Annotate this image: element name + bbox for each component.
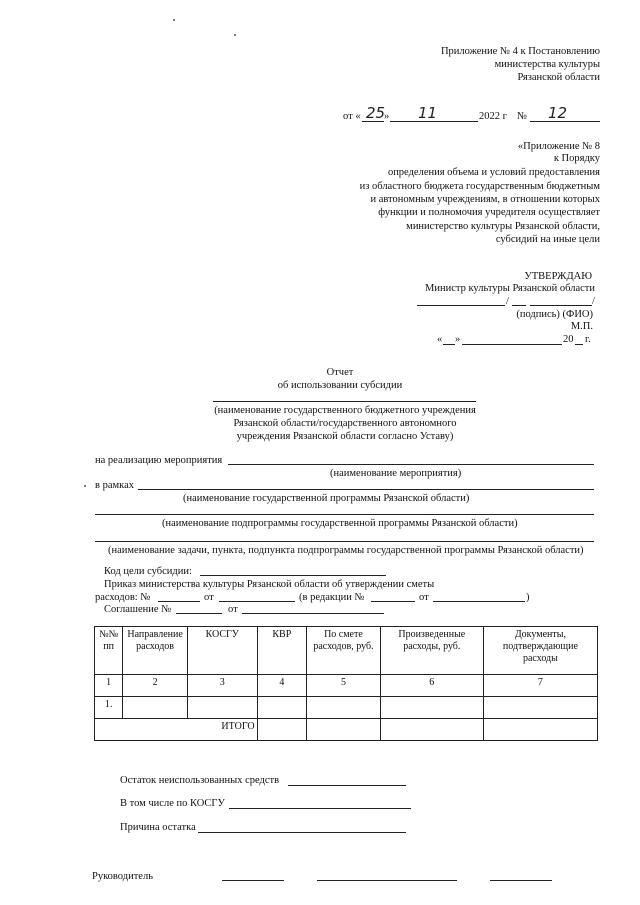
agreement-date-line: [242, 613, 384, 614]
number-prefix: №: [517, 111, 528, 122]
header-cell: Произведенные расходы, руб.: [380, 627, 483, 675]
head-label: Руководитель: [92, 871, 153, 882]
row-number: 1.: [95, 697, 123, 719]
column-number: 5: [307, 675, 381, 697]
approve-sign-line: [417, 305, 505, 306]
header-cell: Направление расходов: [123, 627, 188, 675]
scan-speck: [234, 34, 236, 36]
head-sign-line: [222, 880, 284, 881]
order-edition-label: (в редакции №: [299, 592, 365, 603]
appendix-line-6: функции и полномочия учредителя осуществляет: [378, 207, 600, 218]
agreement-number-line: [176, 613, 222, 614]
header-cell: №№ пп: [95, 627, 123, 675]
head-date-line: [490, 880, 552, 881]
table-cell: [257, 719, 306, 741]
column-number: 1: [95, 675, 123, 697]
header-line-3: Рязанской области: [517, 72, 600, 83]
subprogram-line: [95, 514, 594, 515]
event-line: [228, 464, 594, 465]
column-number: 4: [257, 675, 306, 697]
institution-caption-2: Рязанской области/государственного автономного: [233, 418, 457, 429]
order-from-label: от: [204, 592, 214, 603]
appendix-line-4: из областного бюджета государственным бюджетным: [359, 181, 600, 192]
remainder-label: Остаток неиспользованных средств: [120, 775, 280, 786]
order-expenses-label: расходов: №: [95, 592, 151, 603]
institution-line: [213, 401, 476, 402]
number-line: [530, 121, 600, 122]
table-cell: [187, 697, 257, 719]
agreement-from-label: от: [228, 604, 238, 615]
institution-caption-3: учреждения Рязанской области согласно Уставу): [236, 431, 454, 442]
appendix-line-5: и автономным учреждениям, в отношении которых: [370, 194, 600, 205]
code-label: Код цели субсидии:: [104, 566, 192, 577]
column-number: 7: [483, 675, 597, 697]
report-subtitle: об использовании субсидии: [277, 380, 403, 391]
appendix-line-7: министерство культуры Рязанской области,: [406, 221, 600, 232]
kosgu-line: [229, 808, 411, 809]
approve-date-open: «: [437, 334, 443, 345]
column-number: 2: [123, 675, 188, 697]
order-number-line: [158, 601, 200, 602]
agreement-label: Соглашение №: [104, 604, 172, 615]
reason-label: Причина остатка: [120, 822, 196, 833]
table-total-row: [95, 719, 598, 741]
appendix-line-2: к Порядку: [553, 153, 600, 164]
approve-title: УТВЕРЖДАЮ: [524, 271, 592, 282]
approve-slash-2: /: [592, 296, 595, 307]
date-quote-close: »: [384, 111, 390, 122]
order-from2-label: от: [419, 592, 429, 603]
appendix-line-1: «Приложение № 8: [517, 141, 600, 152]
handwritten-number: 12: [548, 104, 568, 122]
scan-speck: [84, 485, 86, 487]
column-number: 6: [380, 675, 483, 697]
table-row: [95, 697, 598, 719]
appendix-line-8: субсидий на иные цели: [495, 234, 600, 245]
year-text: 2022 г: [479, 111, 507, 122]
order-close: ): [526, 592, 530, 603]
order-line-1: Приказ министерства культуры Рязанской области об утверждении сметы: [104, 579, 435, 590]
table-cell: [307, 719, 381, 741]
table-number-row: [95, 675, 598, 697]
approve-date-close: »: [455, 334, 461, 345]
day-line: [362, 121, 384, 122]
event-caption: (наименование мероприятия): [330, 468, 462, 479]
header-line-1: Приложение № 4 к Постановлению: [440, 46, 600, 57]
task-line: [95, 541, 594, 542]
scan-speck: [173, 19, 175, 21]
head-name-line: [317, 880, 457, 881]
approve-year-line: [575, 344, 583, 345]
table-cell: [257, 697, 306, 719]
approve-day-line: [443, 344, 455, 345]
header-cell: КВР: [257, 627, 306, 675]
handwritten-day: 25: [366, 104, 386, 122]
order-edition-date-line: [433, 601, 525, 602]
date-prefix: от «: [343, 111, 361, 122]
kosgu-label: В том числе по КОСГУ: [120, 798, 225, 809]
approve-stamp: М.П.: [570, 321, 593, 332]
expenses-table: [94, 626, 598, 741]
header-cell: КОСГУ: [187, 627, 257, 675]
approve-initials-line: [512, 305, 526, 306]
institution-caption-1: (наименование государственного бюджетного учреждения: [214, 405, 476, 416]
program-caption: (наименование государственной программы Рязанской области): [183, 493, 470, 504]
table-cell: [380, 697, 483, 719]
handwritten-month: 11: [418, 104, 438, 122]
header-line-2: министерства культуры: [494, 59, 600, 70]
header-cell: По смете расходов, руб.: [307, 627, 381, 675]
within-line: [138, 489, 594, 490]
subprogram-caption: (наименование подпрограммы государственной программы Рязанской области): [162, 518, 518, 529]
order-date-line: [219, 601, 295, 602]
reason-line: [198, 832, 406, 833]
report-title: Отчет: [326, 367, 354, 378]
table-cell: [123, 697, 188, 719]
approve-year-suffix: г.: [585, 334, 591, 345]
approve-sign-caption: (подпись) (ФИО): [516, 309, 593, 320]
month-line: [390, 121, 478, 122]
within-label: в рамках: [95, 480, 134, 491]
table-cell: [483, 697, 597, 719]
order-edition-line: [371, 601, 415, 602]
table-cell: [483, 719, 597, 741]
approve-minister: Министр культуры Рязанской области: [425, 283, 595, 294]
table-cell: [380, 719, 483, 741]
header-cell: Документы, подтверждающие расходы: [483, 627, 597, 675]
remainder-line: [288, 785, 406, 786]
task-caption: (наименование задачи, пункта, подпункта подпрограммы государственной программы Рязанской области): [108, 545, 584, 556]
table-header-row: [95, 627, 598, 675]
table-cell: [307, 697, 381, 719]
total-label: ИТОГО: [95, 719, 258, 741]
event-label: на реализацию мероприятия: [95, 455, 223, 466]
appendix-line-3: определения объема и условий предоставления: [387, 167, 600, 178]
approve-name-line: [530, 305, 592, 306]
approve-year: 20: [563, 334, 574, 345]
approve-slash-1: /: [506, 296, 509, 307]
column-number: 3: [187, 675, 257, 697]
code-line: [200, 575, 386, 576]
approve-month-line: [462, 344, 562, 345]
